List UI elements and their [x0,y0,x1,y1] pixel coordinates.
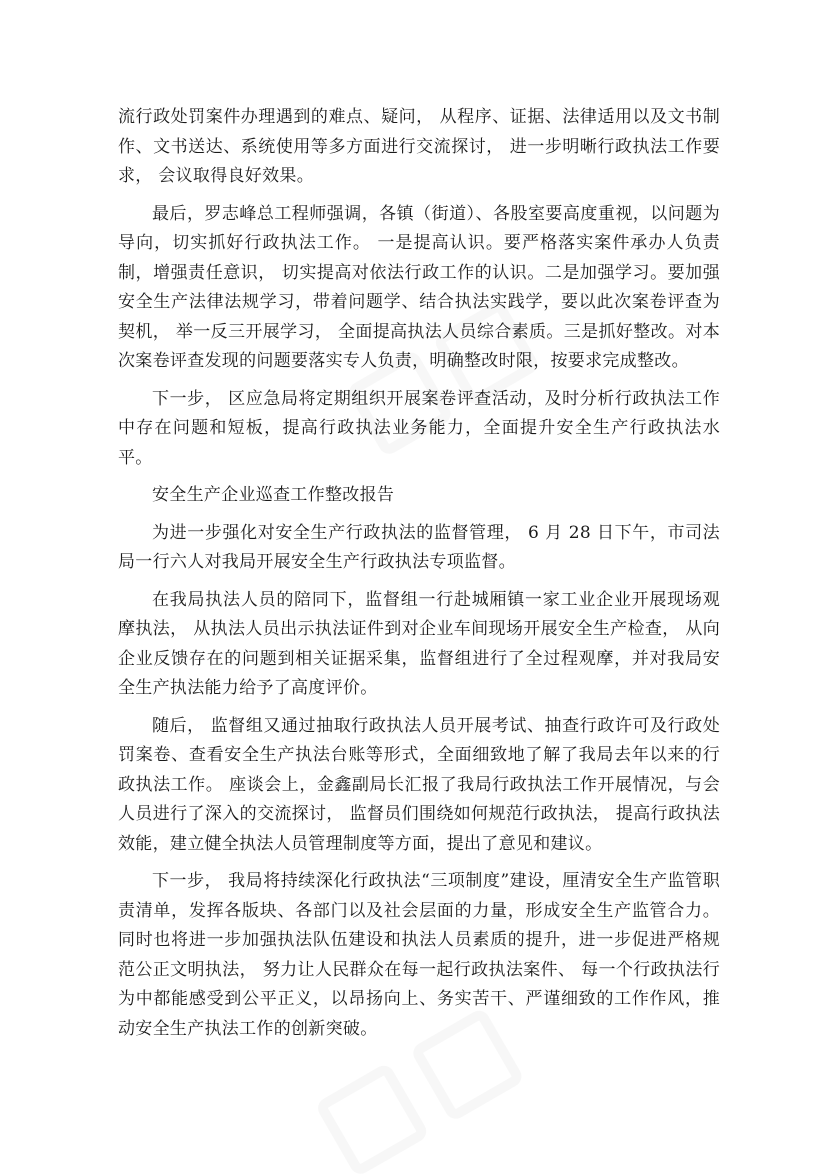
paragraph: 流行政处罚案件办理遇到的难点、疑问， 从程序、证据、法律适用以及文书制作、文书送达、系统使用等多方面进行交流探讨， 进一步明晰行政执法工作要求， 会议取得良好效果。 [118,107,720,186]
paragraph: 最后，罗志峰总工程师强调，各镇（街道）、各股室要高度重视，以问题为导向，切实抓好行政执法工作。 一是提高认识。要严格落实案件承办人负责制，增强责任意识， 切实提高对依法行政工作的认识。二是加强学习。要加强安全生产法律法规学习，带着问题学、结合执法实践学，要以此次案卷评查为契机， 举一反三开展学习， 全面提高执法人员综合素质。三是抓好整改。对本次案卷评查发现的问题要落实专人负责，明确整改时限，按要求完成整改。 [118,203,720,371]
report-title: 安全生产企业巡查工作整改报告 [152,485,395,505]
paragraph: 在我局执法人员的陪同下，监督组一行赴城厢镇一家工业企业开展现场观摩执法， 从执法人员出示执法证件到对企业车间现场开展安全生产检查， 从向企业反馈存在的问题到相关证据采集，监督组进行了全过程观摩，并对我局安全生产执法能力给予了高度评价。 [118,589,720,698]
paragraph: 随后， 监督组又通过抽取行政执法人员开展考试、抽查行政许可及行政处罚案卷、查看安全生产执法台账等形式，全面细致地了解了我局去年以来的行政执法工作。 座谈会上，金鑫副局长汇报了我局行政执法工作开展情况，与会人员进行了深入的交流探讨， 监督员们围绕如何规范行政执法， 提高行政执法效能，建立健全执法人员管理制度等方面，提出了意见和建议。 [118,715,720,854]
paragraph: 下一步， 区应急局将定期组织开展案卷评查活动，及时分析行政执法工作中存在问题和短板，提高行政执法业务能力，全面提升安全生产行政执法水平。 [118,388,720,468]
paragraph: 下一步， 我局将持续深化行政执法“三项制度”建设，厘清安全生产监管职责清单，发挥各版块、各部门以及社会层面的力量，形成安全生产监管合力。同时也将进一步加强执法队伍建设和执法人员素质的提升，进一步促进严格规范公正文明执法， 努力让人民群众在每一起行政执法案件、 每一个行政执法行为中都能感受到公平正义，以昂扬向上、务实苦干、严谨细致的工作作风，推动安全生产执法工作的创新突破。 [118,871,720,1039]
document-body [118,103,720,1044]
paragraph: 为进一步强化对安全生产行政执法的监督管理， 6 月 28 日下午，市司法局一行六人对我局开展安全生产行政执法专项监督。 [118,522,720,572]
